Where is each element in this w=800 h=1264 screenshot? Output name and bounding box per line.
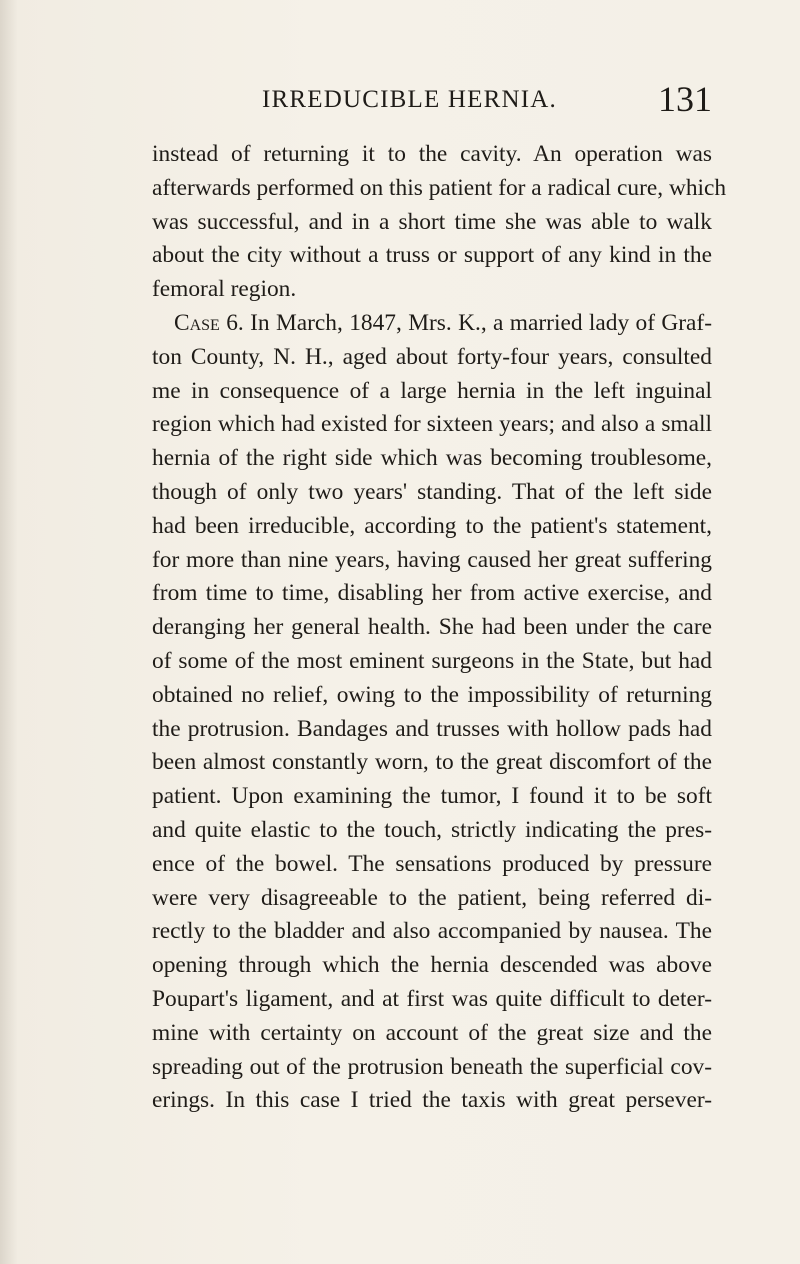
text-line-case-start bbox=[152, 307, 712, 341]
text-line: mine with certainty on account of the great size and the bbox=[152, 1019, 712, 1046]
text-line: spreading out of the protrusion beneath the superficial cov- bbox=[152, 1053, 712, 1080]
page-gutter-shadow bbox=[0, 0, 18, 1264]
text-line: the protrusion. Bandages and trusses with hollow pads had bbox=[152, 715, 712, 742]
text-line: had been irreducible, according to the patient's statement, bbox=[152, 512, 712, 539]
text-line: rectly to the bladder and also accompanied by nausea. The bbox=[152, 918, 712, 945]
text-line: deranging her general health. She had been under the care bbox=[152, 614, 712, 641]
text-line: hernia of the right side which was becoming troublesome, bbox=[152, 445, 712, 472]
text-line: femoral region. bbox=[152, 276, 297, 303]
text-line: was successful, and in a short time she was able to walk bbox=[152, 208, 712, 235]
text-line: instead of returning it to the cavity. An operation was bbox=[152, 141, 712, 167]
text-line: obtained no relief, owing to the impossibility of returning bbox=[152, 681, 712, 708]
text-line: Poupart's ligament, and at first was quite difficult to deter- bbox=[152, 985, 712, 1012]
text-line-content: In March, 1847, Mrs. K., a married lady of Graf- bbox=[250, 309, 712, 336]
text-line: for more than nine years, having caused her great suffering bbox=[152, 546, 712, 573]
text-line: opening through which the hernia descended was above bbox=[152, 952, 712, 979]
text-line: and quite elastic to the touch, strictly indicating the pres- bbox=[152, 816, 712, 843]
text-line: erings. In this case I tried the taxis with great persever- bbox=[152, 1087, 712, 1114]
page-number: 131 bbox=[658, 79, 712, 119]
text-line: me in consequence of a large hernia in the left inguinal bbox=[152, 377, 712, 404]
running-head-title: IRREDUCIBLE HERNIA. bbox=[262, 86, 558, 113]
body-text bbox=[152, 138, 727, 1118]
running-head bbox=[150, 78, 710, 128]
text-line: of some of the most eminent surgeons in the State, but had bbox=[152, 647, 712, 674]
text-line: were very disagreeable to the patient, being referred di- bbox=[152, 884, 712, 911]
case-label: Case 6. bbox=[174, 309, 244, 336]
text-line: ton County, N. H., aged about forty-four years, consulted bbox=[152, 343, 712, 370]
text-line: from time to time, disabling her from active exercise, and bbox=[152, 580, 712, 607]
text-line: about the city without a truss or support of any kind in the bbox=[152, 242, 712, 269]
text-line: been almost constantly worn, to the great discomfort of the bbox=[152, 749, 712, 776]
text-line: afterwards performed on this patient for a radical cure, which bbox=[152, 174, 727, 201]
text-line: region which had existed for sixteen years; and also a small bbox=[152, 411, 712, 438]
text-line: patient. Upon examining the tumor, I found it to be soft bbox=[152, 783, 712, 810]
text-line: ence of the bowel. The sensations produced by pressure bbox=[152, 850, 712, 877]
text-line: though of only two years' standing. That of the left side bbox=[152, 478, 712, 505]
